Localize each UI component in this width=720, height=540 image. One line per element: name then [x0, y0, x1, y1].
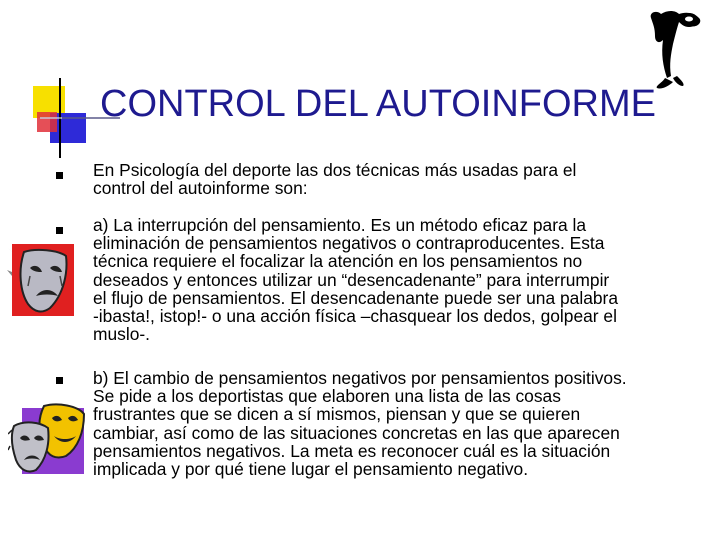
comedy-tragedy-masks-icon	[8, 400, 88, 482]
bullet-2-line: el flujo de pensamientos. El desencadenante puede ser una palabra	[93, 287, 618, 308]
bullet-1-text	[93, 161, 705, 197]
bullet-3-line: pensamientos negativos. La meta es reconocer cuál es la situación	[93, 440, 611, 461]
bullet-marker	[56, 172, 63, 179]
bullet-marker	[56, 377, 63, 384]
bullet-3-line: Se pide a los deportistas que elaboren una lista de las cosas	[93, 386, 561, 407]
bullet-3-text	[93, 369, 705, 478]
bullet-2-line: a) La interrupción del pensamiento. Es un método eficaz para la	[93, 215, 587, 235]
bullet-2-line: -ibasta!, istop!- o una acción física –chasquear los dedos, golpear el	[93, 306, 617, 327]
bullet-2-text	[93, 216, 705, 343]
bullet-2-line: muslo-.	[93, 324, 151, 345]
bullet-2-line: eliminación de pensamientos negativos o contraproducentes. Esta	[93, 233, 605, 254]
bullet-2-line: técnica requiere el focalizar la atención en los pensamientos no	[93, 251, 583, 272]
bullet-1-line: control del autoinforme son:	[93, 178, 308, 199]
bullet-3-line: b) El cambio de pensamientos negativos por pensamientos positivos.	[93, 368, 627, 388]
bullet-1-line: En Psicología del deporte las dos técnicas más usadas para el	[93, 160, 577, 180]
sad-mask-icon	[6, 242, 78, 322]
slide-title: CONTROL DEL AUTOINFORME	[100, 83, 656, 125]
bullet-marker	[56, 227, 63, 234]
bullet-3-line: implicada y por qué tiene lugar el pensamiento negativo.	[93, 459, 529, 480]
thinker-figure-icon	[645, 6, 707, 92]
bullet-3-line: frustrantes que se dicen a sí mismos, piensan y que se quieren	[93, 404, 581, 425]
bullet-3-line: cambiar, así como de las situaciones concretas en las que aparecen	[93, 422, 620, 443]
bullet-2-line: deseados y entonces utilizar un “desencadenante” para interrumpir	[93, 269, 610, 290]
